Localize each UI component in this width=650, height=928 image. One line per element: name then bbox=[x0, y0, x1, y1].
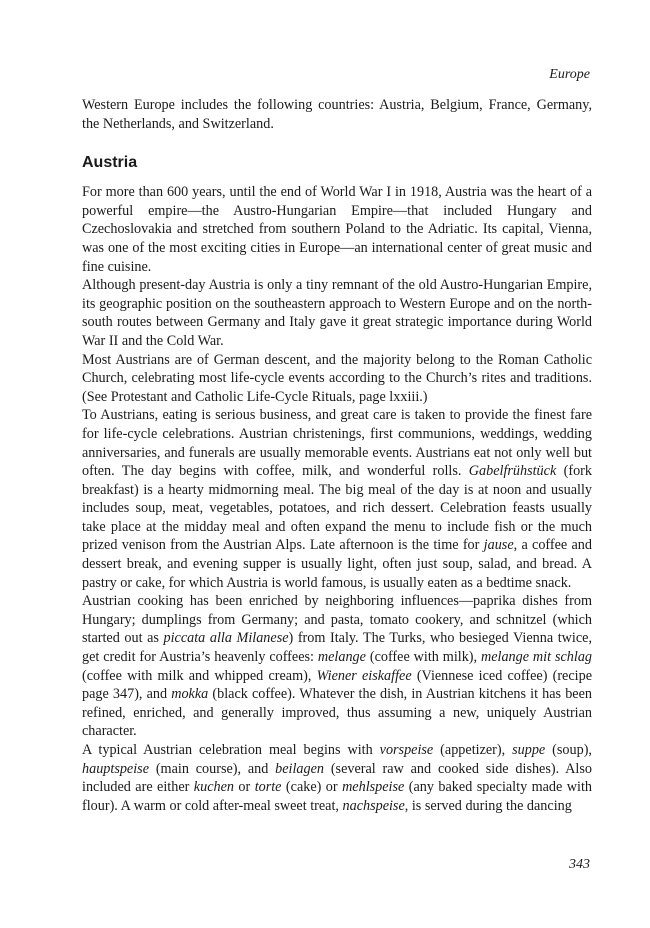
italic-term: piccata alla Milanese bbox=[163, 630, 289, 647]
text-run: (cake) or bbox=[281, 779, 343, 796]
italic-term: melange mit schlag bbox=[480, 649, 593, 666]
italic-term: mokka bbox=[171, 686, 209, 703]
body-paragraph bbox=[82, 592, 592, 741]
body-paragraph bbox=[82, 351, 592, 407]
section-paragraphs bbox=[82, 183, 592, 815]
text-run: (any baked specialty made with flour). A warm or cold after-meal sweet treat, bbox=[82, 779, 592, 814]
italic-term: mehlspeise bbox=[342, 779, 405, 796]
text-run: (coffee with milk), bbox=[365, 649, 481, 666]
text-run: or bbox=[233, 779, 255, 796]
italic-term: torte bbox=[254, 779, 282, 796]
text-run: , a coffee and dessert break, and evening supper is usually light, often just soup, salad, and bread. A pastry or cake, for which Austria is world famous, is usually eaten as a bedtime snack. bbox=[82, 537, 592, 591]
italic-term: melange bbox=[317, 649, 366, 666]
text-run: (main course), and bbox=[149, 760, 276, 777]
body-text bbox=[82, 96, 592, 815]
italic-term: vorspeise bbox=[379, 742, 434, 758]
italic-term: hauptspeise bbox=[82, 760, 149, 777]
section-heading: Austria bbox=[82, 154, 138, 172]
italic-term: suppe bbox=[512, 742, 546, 758]
text-run: (soup), bbox=[545, 742, 592, 758]
italic-term: kuchen bbox=[193, 779, 234, 796]
italic-term: beilagen bbox=[275, 760, 325, 777]
text-run: (coffee with milk and whipped cream), bbox=[82, 667, 317, 684]
italic-term: Gabelfrühstück bbox=[468, 463, 557, 480]
body-paragraph bbox=[82, 276, 592, 350]
intro-paragraph: Western Europe includes the following countries: Austria, Belgium, France, Germany, the Netherlands, and Switzerland. bbox=[82, 97, 592, 132]
text-run: (black coffee). Whatever the dish, in Austrian kitchens it has been refined, enriched, and generally improved, thus assuming a new, uniquely Austrian character. bbox=[82, 686, 592, 740]
text-run: ) from Italy. The Turks, who besieged Vienna twice, get credit for Austria’s heavenly coffees: bbox=[82, 630, 592, 666]
text-run: A typical Austrian celebration meal begins with bbox=[82, 742, 380, 758]
page-number: 343 bbox=[569, 857, 590, 872]
body-paragraph bbox=[82, 406, 592, 592]
running-head: Europe bbox=[549, 67, 590, 82]
text-run: For more than 600 years, until the end of World War I in 1918, Austria was the heart of a powerful empire—the Austro-Hungarian Empire—that included Hungary and Czechoslovakia and stretched from southern Poland to the Adriatic. Its capital, Vienna, was one of the most exciting cities in Europe—an international center of great music and fine cuisine. bbox=[82, 184, 592, 275]
text-run: To Austrians, eating is serious business, and great care is taken to provide the finest fare for life-cycle celebrations. Austrian christenings, first communions, weddings, wedding anniversaries, and funerals are usually memorable events. Austrians eat not only well but often. The day begins with coffee, milk, and wonderful rolls. bbox=[82, 407, 592, 480]
text-run: (several raw and cooked side dishes). Also included are either bbox=[82, 760, 592, 796]
text-run: , is served during the dancing bbox=[404, 797, 572, 814]
text-run: (appetizer), bbox=[433, 742, 513, 758]
body-paragraph bbox=[82, 741, 592, 815]
text-run: Austrian cooking has been enriched by neighboring influences—paprika dishes from Hungary; dumplings from Germany; and pasta, tomato cookery, and schnitzel (which started out as bbox=[82, 593, 592, 647]
italic-term: nachspeise bbox=[342, 797, 405, 814]
italic-term: jause bbox=[483, 537, 514, 554]
text-run: (fork breakfast) is a hearty midmorning meal. The big meal of the day is at noon and usually includes soup, meat, vegetables, potatoes, and rich dessert. Celebration feasts usually take place at the midday meal and often expand the menu to include fish or the much prized venison from the Austrian Alps. Late afternoon is the time for bbox=[82, 463, 592, 554]
body-paragraph bbox=[82, 183, 592, 276]
italic-term: Wiener eiskaffee bbox=[316, 667, 412, 684]
text-run: Although present-day Austria is only a tiny remnant of the old Austro-Hungarian Empire, its geographic position on the southeastern approach to Western Europe and on the north-south routes between Germany and Italy gave it great strategic importance during World War II and the Cold War. bbox=[82, 277, 592, 349]
text-run: Most Austrians are of German descent, and the majority belong to the Roman Catholic Church, celebrating most life-cycle events according to the Church’s rites and traditions. (See Protestant and Catholic Life-Cycle Rituals, page lxxiii.) bbox=[82, 351, 592, 405]
text-run: (Viennese iced coffee) (recipe page 347), and bbox=[82, 667, 592, 703]
